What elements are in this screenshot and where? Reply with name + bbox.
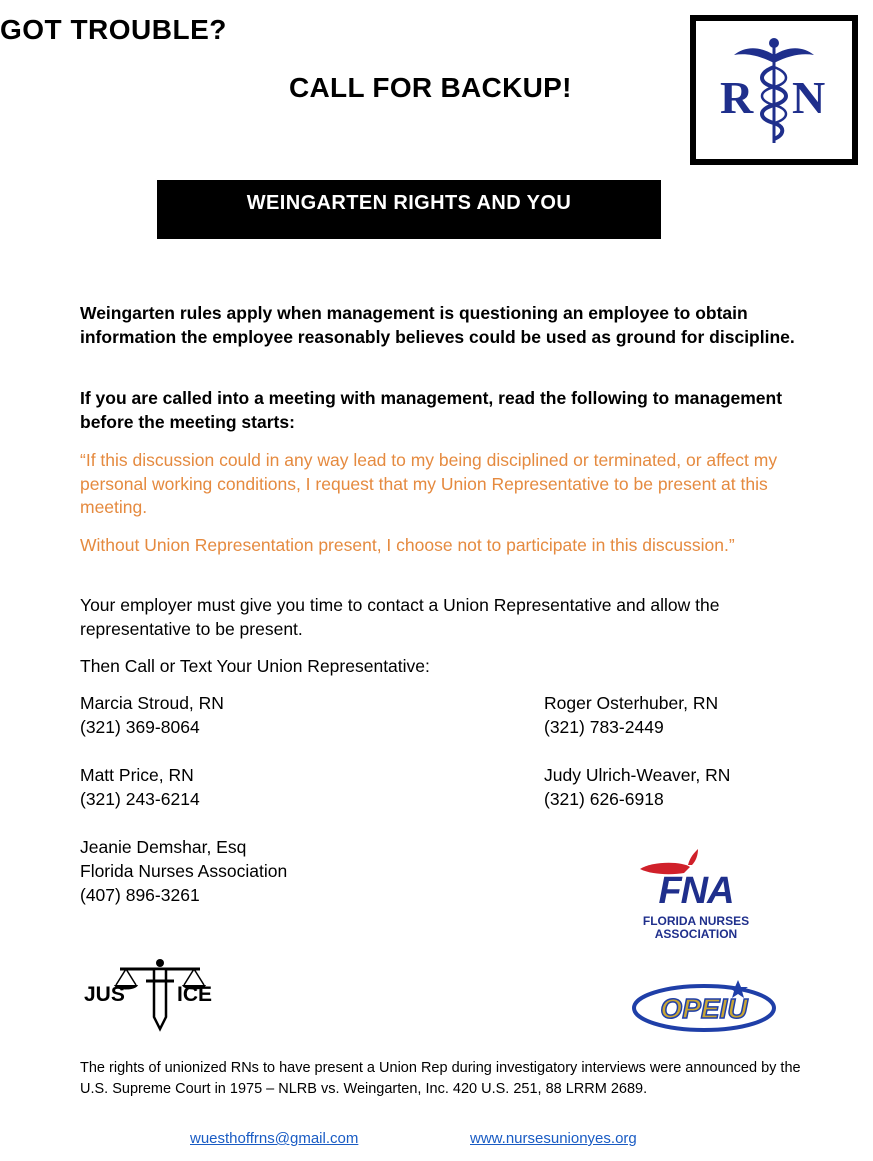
justice-text-left: JUS [84,983,125,1006]
quote-decline: Without Union Representation present, I choose not to participate in this discussion.” [80,535,735,555]
call-instruction: Then Call or Text Your Union Representative: [80,656,430,676]
contact-phone[interactable]: (321) 369-8064 [80,717,200,737]
logo-letter-r: R [720,72,754,123]
contact-phone[interactable]: (321) 783-2449 [544,717,664,737]
meeting-instruction: If you are called into a meeting with management, read the following to management before the meeting starts: [80,388,783,432]
contact-phone[interactable]: (321) 243-6214 [80,789,200,809]
website-link[interactable]: www.nursesunionyes.org [470,1130,637,1147]
contact-name: Matt Price, RN [80,765,194,785]
justice-text-right: ICE [177,983,213,1006]
employer-obligation: Your employer must give you time to contact a Union Representative and allow the representative to be present. [80,595,720,639]
weingarten-banner: WEINGARTEN RIGHTS AND YOU [157,180,661,239]
email-link[interactable]: wuesthoffrns@gmail.com [190,1130,359,1147]
footnote: The rights of unionized RNs to have present a Union Rep during investigatory interviews were announced by the U.S. Supreme Court in 1975 – NLRB vs. Weingarten, Inc. 420 U.S. 251, 88 LRRM 2689. [80,1060,801,1097]
contact-card [544,763,730,811]
logo-letter-n: N [792,72,826,123]
attorney-phone[interactable]: (407) 896-3261 [80,885,200,905]
fna-logo [612,845,782,950]
contact-name: Marcia Stroud, RN [80,693,224,713]
attorney-name: Jeanie Demshar, Esq [80,837,247,857]
contact-card [80,691,224,739]
contact-name: Judy Ulrich-Weaver, RN [544,765,731,785]
fna-mark: FNA [658,870,734,912]
fna-name-line2: ASSOCIATION [654,927,738,941]
opeiu-text: OPEIU [660,993,748,1024]
contact-name: Roger Osterhuber, RN [544,693,719,713]
got-trouble-heading: GOT TROUBLE? [0,14,227,45]
rn-logo [690,15,858,165]
contact-card [544,691,718,739]
attorney-org: Florida Nurses Association [80,861,288,881]
intro-paragraph: Weingarten rules apply when management is questioning an employee to obtain information the employee reasonably believes could be used as ground for discipline. [80,303,795,347]
call-for-backup-heading: CALL FOR BACKUP! [289,72,572,103]
contact-phone[interactable]: (321) 626-6918 [544,789,664,809]
contact-card [80,763,200,811]
quote-request: “If this discussion could in any way lead to my being disciplined or terminated, or affect my personal working conditions, I request that my Union Representative to be present at this meeting. [80,450,778,517]
fna-name-line1: FLORIDA NURSES [642,914,750,928]
attorney-contact [80,835,287,907]
justice-logo [80,955,240,1040]
opeiu-logo [630,978,780,1039]
